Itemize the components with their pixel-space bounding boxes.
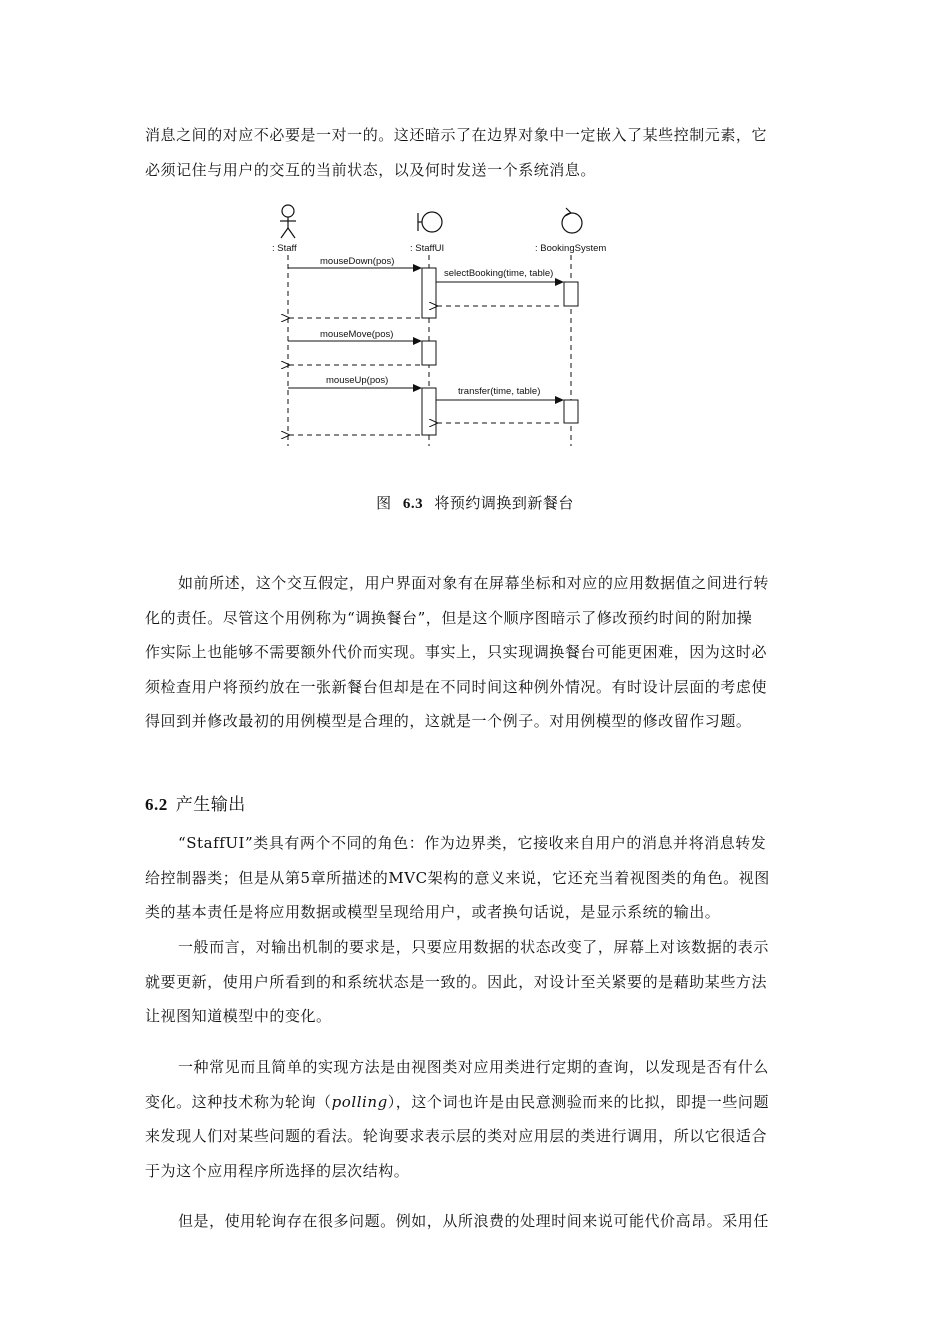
- text-segment: ），这个词也许是由民意测验而来的比拟，即提一些问题: [387, 1092, 770, 1111]
- booking-activation: [564, 282, 578, 306]
- text-line: 给控制器类；但是从第5章所描述的MVC架构的意义来说，它还充当着视图类的角色。视图: [145, 868, 770, 887]
- text-line: 但是，使用轮询存在很多问题。例如，从所浪费的处理时间来说可能代价高昂。采用任: [178, 1212, 769, 1230]
- message-label: transfer(time, table): [458, 386, 541, 397]
- text-line: 来发现人们对某些问题的看法。轮询要求表示层的类对应用层的类进行调用，所以它很适合: [145, 1127, 768, 1146]
- control-object-icon: [562, 208, 582, 233]
- boundary-object-icon: [418, 212, 442, 232]
- booking-object-label: : BookingSystem: [535, 243, 607, 254]
- text-line: 于为这个应用程序所选择的层次结构。: [145, 1161, 410, 1180]
- booking-activation: [564, 400, 578, 423]
- text-line: 类的基本责任是将应用数据或模型呈现给用户，或者换句话说，是显示系统的输出。: [145, 903, 721, 922]
- text-segment: 变化。这种技术称为轮询（: [145, 1092, 332, 1111]
- message-label: mouseMove(pos): [320, 329, 394, 340]
- sequence-diagram: [0, 0, 950, 480]
- figure-caption: [0, 492, 950, 513]
- text-line: “StaffUI”类具有两个不同的角色：作为边界类，它接收来自用户的消息并将消息转发: [178, 834, 767, 852]
- text-line: 一种常见而且简单的实现方法是由视图类对应用类进行定期的查询，以发现是否有什么: [178, 1058, 769, 1076]
- caption-prefix: 图: [376, 494, 392, 512]
- staffui-activation: [422, 341, 436, 365]
- text-line: 一般而言，对输出机制的要求是，只要应用数据的状态改变了，屏幕上对该数据的表示: [178, 938, 769, 956]
- section-title: 产生输出: [175, 795, 246, 815]
- caption-number: 6.3: [402, 496, 424, 512]
- text-line: 如前所述，这个交互假定，用户界面对象有在屏幕坐标和对应的应用数据值之间进行转: [178, 574, 769, 592]
- text-line: 消息之间的对应不必要是一对一的。这还暗示了在边界对象中一定嵌入了某些控制元素，它: [145, 126, 768, 144]
- body-paragraph: [145, 826, 810, 930]
- text-line: 让视图知道模型中的变化。: [145, 1007, 332, 1026]
- staffui-activation: [422, 388, 436, 435]
- message-label: selectBooking(time, table): [444, 268, 554, 279]
- body-paragraph: [145, 566, 810, 739]
- body-paragraph: [145, 930, 810, 1034]
- text-line: [145, 1085, 810, 1120]
- caption-title: 将预约调换到新餐台: [434, 494, 574, 512]
- text-line: 须检查用户将预约放在一张新餐台但却是在不同时间这种例外情况。有时设计层面的考虑使: [145, 677, 768, 696]
- staffui-object-label: : StaffUI: [410, 243, 445, 254]
- section-number: 6.2: [145, 795, 168, 814]
- section-heading: [145, 790, 246, 815]
- staffui-activation: [422, 268, 436, 318]
- text-line: 化的责任。尽管这个用例称为“调换餐台”，但是这个顺序图暗示了修改预约时间的附加操: [145, 608, 753, 627]
- italic-term: polling: [331, 1092, 388, 1111]
- text-line: 必须记住与用户的交互的当前状态，以及何时发送一个系统消息。: [145, 160, 596, 179]
- message-label: mouseDown(pos): [320, 256, 395, 267]
- text-line: 作实际上也能够不需要额外代价而实现。事实上，只实现调换餐台可能更困难，因为这时必: [145, 643, 768, 662]
- staff-actor-icon: [280, 205, 296, 238]
- body-paragraph: [145, 1050, 810, 1188]
- text-line: 就要更新，使用户所看到的和系统状态是一致的。因此，对设计至关紧要的是藉助某些方法: [145, 972, 768, 991]
- text-line: 得回到并修改最初的用例模型是合理的，这就是一个例子。对用例模型的修改留作习题。: [145, 712, 752, 731]
- body-paragraph: [145, 1204, 810, 1239]
- staff-actor-label: : Staff: [272, 243, 297, 254]
- message-label: mouseUp(pos): [326, 375, 389, 386]
